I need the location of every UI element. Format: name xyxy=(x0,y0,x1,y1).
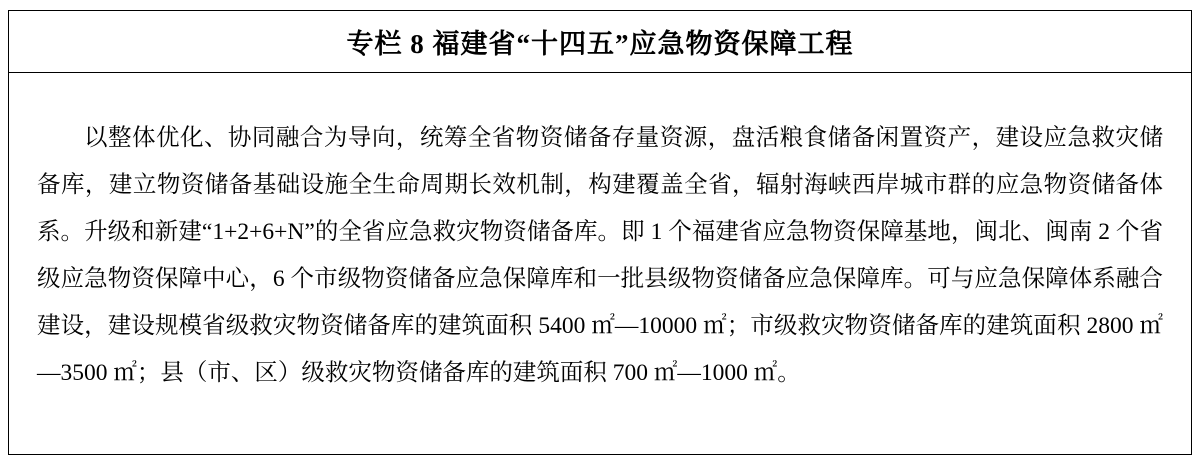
callout-box xyxy=(8,10,1192,455)
callout-title: 专栏 8 福建省“十四五”应急物资保障工程 xyxy=(346,29,854,59)
callout-body-row xyxy=(9,73,1191,454)
callout-title-row xyxy=(9,11,1191,73)
callout-body-paragraph: 以整体优化、协同融合为导向，统筹全省物资储备存量资源，盘活粮食储备闲置资产，建设应急救灾储备库，建立物资储备基础设施全生命周期长效机制，构建覆盖全省，辐射海峡西岸城市群的应急物资储备体系。升级和新建“1+2+6+N”的全省应急救灾物资储备库。即 1 个福建省应急物资保障基地，闽北、闽南 2 个省级应急物资保障中心，6 个市级物资储备应急保障库和一批县级物资储备应急保障库。可与应急保障体系融合建设，建设规模省级救灾物资储备库的建筑面积 5400 ㎡—10000 ㎡；市级救灾物资储备库的建筑面积 2800 ㎡—3500 ㎡；县（市、区）级救灾物资储备库的建筑面积 700 ㎡—1000 ㎡。 xyxy=(37,124,1163,386)
